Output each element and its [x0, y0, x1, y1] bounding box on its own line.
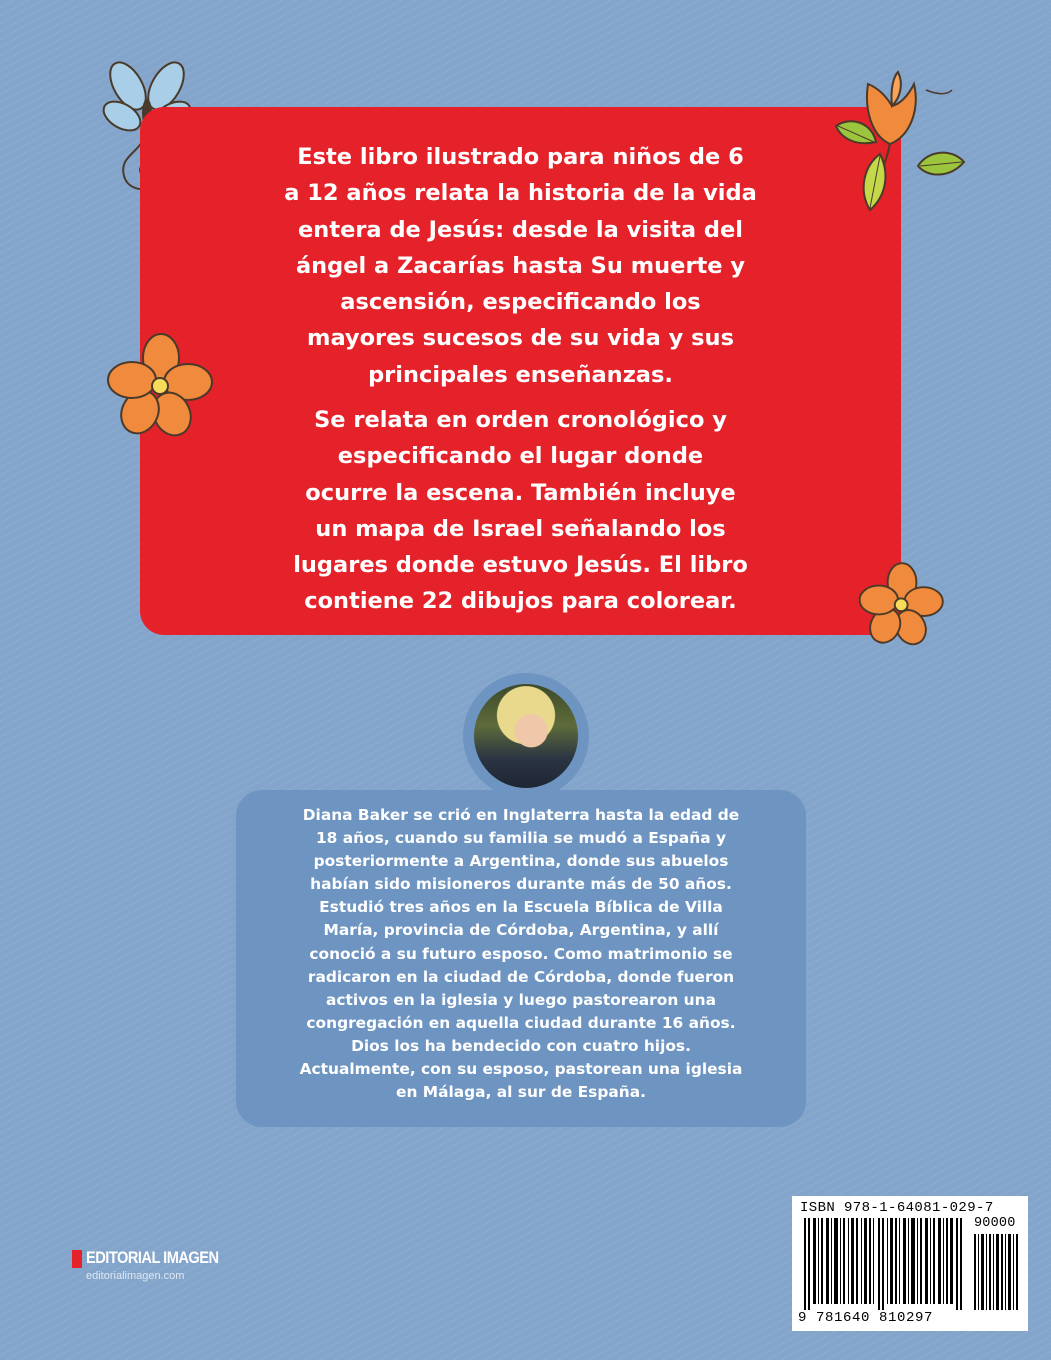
description-line: a 12 años relata la historia de la vida [284, 180, 757, 207]
orange-flower-icon [106, 330, 216, 440]
orange-flower-icon [858, 560, 946, 648]
description-line: lugares donde estuvo Jesús. El libro [293, 552, 748, 579]
ean-bars [800, 1218, 968, 1310]
description-line: ascensión, especificando los [340, 289, 701, 316]
publisher-url: editorialimagen.com [86, 1270, 185, 1282]
description-paragraph-1 [140, 139, 901, 393]
description-line: principales enseñanzas. [368, 361, 673, 388]
description-line: Se relata en orden cronológico y [314, 407, 727, 433]
leaf-icon [864, 154, 886, 210]
bio-line: Estudió tres años en la Escuela Bíblica de Villa [319, 898, 723, 917]
bio-line: Diana Baker se crió en Inglaterra hasta la edad de [302, 806, 740, 824]
author-photo [474, 684, 578, 788]
tulip-flower-icon [828, 70, 968, 220]
description-line: un mapa de Israel señalando los [315, 515, 726, 542]
bio-line: Actualmente, con su esposo, pastorean una iglesia [299, 1060, 743, 1079]
description-line: ángel a Zacarías hasta Su muerte y [295, 252, 746, 279]
description-line: contiene 22 dibujos para colorear. [304, 588, 737, 615]
price-bars [972, 1234, 1022, 1310]
description-paragraph-2 [140, 402, 901, 620]
price-code: 90000 [974, 1216, 1016, 1231]
bio-line: radicaron en la ciudad de Córdoba, donde fueron [307, 967, 735, 986]
description-line: entera de Jesús: desde la visita del [298, 216, 743, 243]
bio-line: 18 años, cuando su familia se mudó a España y [315, 829, 727, 848]
description-panel [140, 107, 901, 635]
description-line: ocurre la escena. También incluye [305, 479, 736, 506]
ean-digits: 9 781640 810297 [798, 1310, 934, 1326]
leaf-icon [836, 121, 876, 143]
bio-line: en Málaga, al sur de España. [396, 1083, 646, 1102]
publisher-name: EDITORIAL IMAGEN [86, 1248, 219, 1267]
author-photo-frame [463, 673, 589, 799]
isbn-barcode [792, 1196, 1028, 1331]
description-line: mayores sucesos de su vida y sus [307, 325, 734, 352]
leaf-icon [918, 153, 964, 175]
bio-line: conoció a su futuro esposo. Como matrimonio se [309, 944, 733, 963]
author-bio [236, 804, 806, 1104]
bio-line: habían sido misioneros durante más de 50 años. [310, 875, 732, 894]
bio-line: congregación en aquella ciudad durante 16 años. [306, 1013, 736, 1032]
isbn-text: ISBN 978-1-64081-029-7 [800, 1200, 994, 1216]
bio-line: María, provincia de Córdoba, Argentina, y allí [323, 921, 719, 940]
description-line: Este libro ilustrado para niños de 6 [297, 144, 744, 170]
author-bio-panel [236, 790, 806, 1127]
description-line: especificando el lugar donde [337, 443, 704, 470]
bio-line: posteriormente a Argentina, donde sus abuelos [313, 852, 729, 871]
bio-line: activos en la iglesia y luego pastorearon una [326, 990, 716, 1009]
bookmark-icon [72, 1250, 82, 1268]
bio-line: Dios los ha bendecido con cuatro hijos. [351, 1036, 691, 1055]
